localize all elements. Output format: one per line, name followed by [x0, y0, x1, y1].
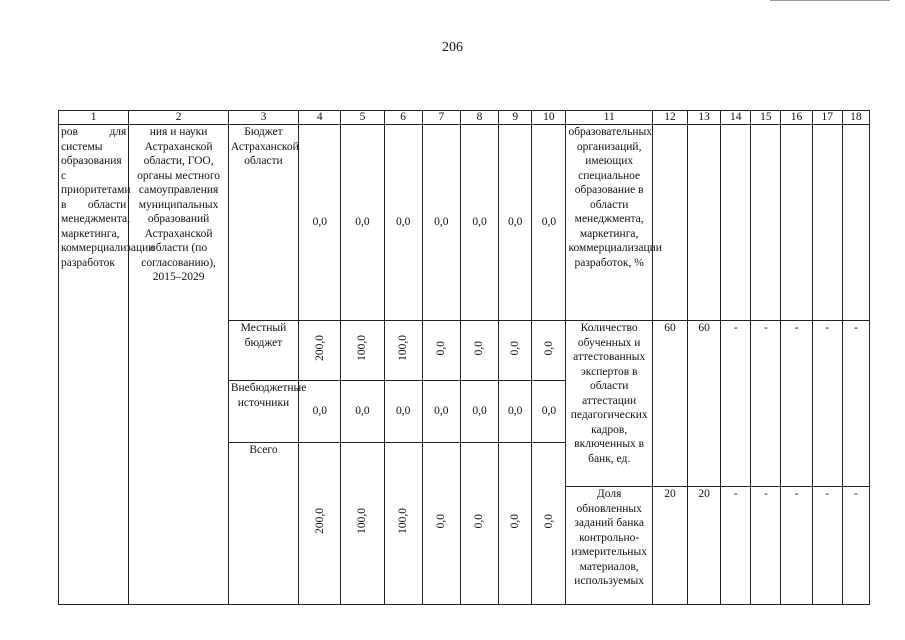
value-cell: 0,0 — [460, 125, 498, 321]
column-numbers-row — [59, 111, 870, 125]
page-number: 206 — [442, 40, 463, 55]
indicator-value: - — [721, 487, 751, 605]
value-cell: 0,0 — [532, 125, 566, 321]
value-cell — [299, 321, 341, 381]
value-text: 100,0 — [396, 335, 409, 362]
indicator-value — [721, 125, 751, 321]
value-text: 200,0 — [313, 508, 326, 535]
col-header-8: 8 — [460, 111, 498, 125]
col-header-16: 16 — [781, 111, 812, 125]
col-header-14: 14 — [721, 111, 751, 125]
indicator-value — [812, 125, 842, 321]
col-header-2: 2 — [129, 111, 228, 125]
value-cell — [384, 321, 422, 381]
value-text: 100,0 — [396, 508, 409, 535]
value-text: 0,0 — [542, 514, 555, 529]
col-header-9: 9 — [499, 111, 532, 125]
indicator-value: - — [721, 321, 751, 487]
value-text: 0,0 — [435, 514, 448, 529]
value-cell — [499, 443, 532, 605]
indicator-value: 20 — [652, 487, 687, 605]
value-cell: 0,0 — [299, 125, 341, 321]
col-header-4: 4 — [299, 111, 341, 125]
indicator-value: - — [812, 487, 842, 605]
col-header-3: 3 — [228, 111, 298, 125]
value-cell: 0,0 — [460, 381, 498, 443]
value-text: 0,0 — [435, 341, 448, 356]
value-cell — [422, 443, 460, 605]
col-header-1: 1 — [59, 111, 129, 125]
indicator-value: - — [781, 321, 812, 487]
value-text: 100,0 — [356, 508, 369, 535]
value-cell: 0,0 — [341, 125, 384, 321]
source-budget-region: Бюджет Астраханской области — [228, 125, 298, 321]
indicator-value: - — [812, 321, 842, 487]
indicator-value: - — [842, 321, 869, 487]
value-cell — [341, 321, 384, 381]
value-cell — [460, 443, 498, 605]
source-total: Всего — [228, 443, 298, 605]
value-cell: 0,0 — [341, 381, 384, 443]
indicator-value — [781, 125, 812, 321]
value-cell — [532, 321, 566, 381]
source-offbudget: Внебюджетные источники — [228, 381, 298, 443]
indicator-text: Доля обновленных заданий банка контрольно-измерительных материалов, используемых — [566, 487, 652, 605]
indicator-value: 60 — [688, 321, 721, 487]
value-cell — [532, 443, 566, 605]
value-text: 100,0 — [356, 335, 369, 362]
value-cell: 0,0 — [499, 381, 532, 443]
table-row — [59, 125, 870, 321]
col-header-11: 11 — [566, 111, 652, 125]
col-header-18: 18 — [842, 111, 869, 125]
indicator-value: - — [751, 321, 781, 487]
value-text: 0,0 — [473, 514, 486, 529]
col-header-5: 5 — [341, 111, 384, 125]
indicator-value: 60 — [652, 321, 687, 487]
indicator-value: - — [751, 487, 781, 605]
value-text: 0,0 — [473, 341, 486, 356]
value-cell — [499, 321, 532, 381]
value-cell: 0,0 — [422, 125, 460, 321]
value-text: 200,0 — [313, 335, 326, 362]
col-header-7: 7 — [422, 111, 460, 125]
value-text: 0,0 — [508, 514, 521, 529]
value-text: 0,0 — [542, 341, 555, 356]
value-cell: 0,0 — [384, 381, 422, 443]
col-header-13: 13 — [688, 111, 721, 125]
value-cell: 0,0 — [532, 381, 566, 443]
indicator-value — [842, 125, 869, 321]
source-budget-local: Местный бюджет — [228, 321, 298, 381]
value-cell: 0,0 — [499, 125, 532, 321]
col-header-15: 15 — [751, 111, 781, 125]
value-cell: 0,0 — [384, 125, 422, 321]
indicator-text: Количество обученных и аттестованных экспертов в области аттестации педагогических кадров, включенных в банк, ед. — [566, 321, 652, 487]
value-cell — [299, 443, 341, 605]
value-cell — [460, 321, 498, 381]
value-cell: 0,0 — [422, 381, 460, 443]
measure-name: ров для системы образования с приоритетами в области менеджмента, маркетинга, коммерциализации разработок — [59, 125, 129, 605]
col-header-10: 10 — [532, 111, 566, 125]
value-cell — [384, 443, 422, 605]
indicator-value — [652, 125, 687, 321]
indicator-text: образовательных организаций, имеющих специальное образование в области менеджмента, маркетинга, коммерциализации разработок, % — [566, 125, 652, 321]
executor-and-period: ния и науки Астраханской области, ГОО, органы местного самоуправления муниципальных образований Астраханской области (по согласованию), 2015–2029 — [129, 125, 228, 605]
indicator-value — [688, 125, 721, 321]
indicator-value — [751, 125, 781, 321]
top-edge-line — [770, 0, 890, 1]
value-cell: 0,0 — [299, 381, 341, 443]
indicator-value: - — [781, 487, 812, 605]
value-cell — [341, 443, 384, 605]
col-header-6: 6 — [384, 111, 422, 125]
budget-table — [58, 110, 870, 605]
col-header-17: 17 — [812, 111, 842, 125]
value-cell — [422, 321, 460, 381]
col-header-12: 12 — [652, 111, 687, 125]
value-text: 0,0 — [508, 341, 521, 356]
indicator-value: - — [842, 487, 869, 605]
indicator-value: 20 — [688, 487, 721, 605]
